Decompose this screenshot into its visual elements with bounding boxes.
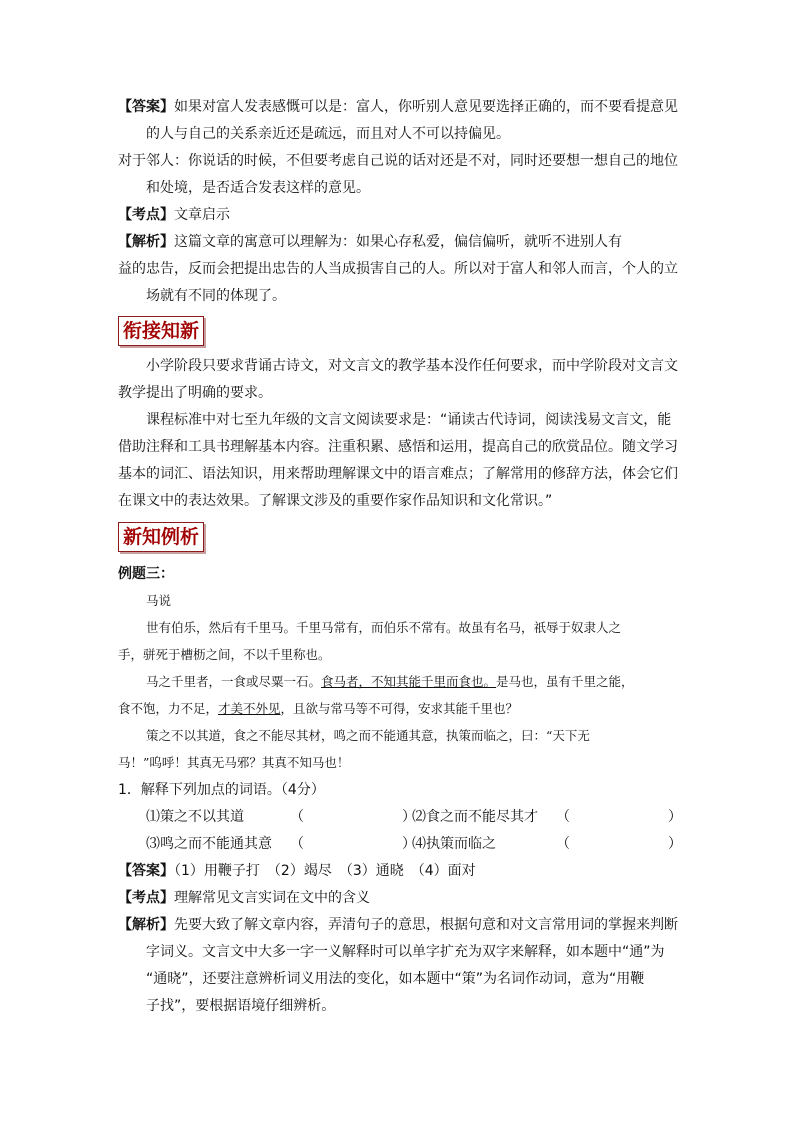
answer-blank: （ ）	[290, 809, 416, 825]
question-title: 1．解释下列加点的词语。（4分）	[118, 782, 325, 798]
passage-sentence: 食不饱，力不足，才美不外见，且欲与常马等不可得，安求其能千里也？	[118, 701, 519, 716]
answer-blank: （ ）	[290, 836, 416, 852]
passage-sentence: 马之千里者，一食或尽粟一石。食马者，不知其能千里而食也。是马也，虽有千里之能，	[146, 674, 634, 689]
answer-paragraph: 【答案】如果对富人发表感慨可以是：富人，你听别人意见要选择正确的，而不要看提意见	[118, 99, 678, 115]
kaodian-line: 【考点】理解常见文言实词在文中的含义	[118, 890, 370, 906]
answer-line: 【答案】（1）用鞭子打 （2）竭尽 （3）通晓 （4）面对	[118, 863, 476, 879]
passage-title: 马说	[146, 593, 172, 608]
answer-blank: （ ）	[556, 836, 682, 852]
jiexi-paragraph: 【解析】这篇文章的寓意可以理解为：如果心存私爱，偏信偏听，就听不进别人有	[118, 234, 622, 250]
section-heading: 衔接知新	[118, 316, 204, 346]
answer-blank: （ ）	[556, 809, 682, 825]
answer-label: 【答案】	[118, 99, 174, 115]
jiexi-paragraph: 【解析】先要大致了解文章内容，弄清句子的意思，根据句意和对文言常用词的掌握来判断	[118, 917, 678, 933]
underlined-phrase: 食马者，不知其能千里而食也。	[321, 674, 497, 689]
example-label: 例题三：	[118, 566, 174, 582]
section-heading: 新知例析	[118, 522, 204, 552]
underlined-phrase: 才美不外见	[218, 701, 281, 716]
kaodian-line: 【考点】文章启示	[118, 207, 230, 223]
